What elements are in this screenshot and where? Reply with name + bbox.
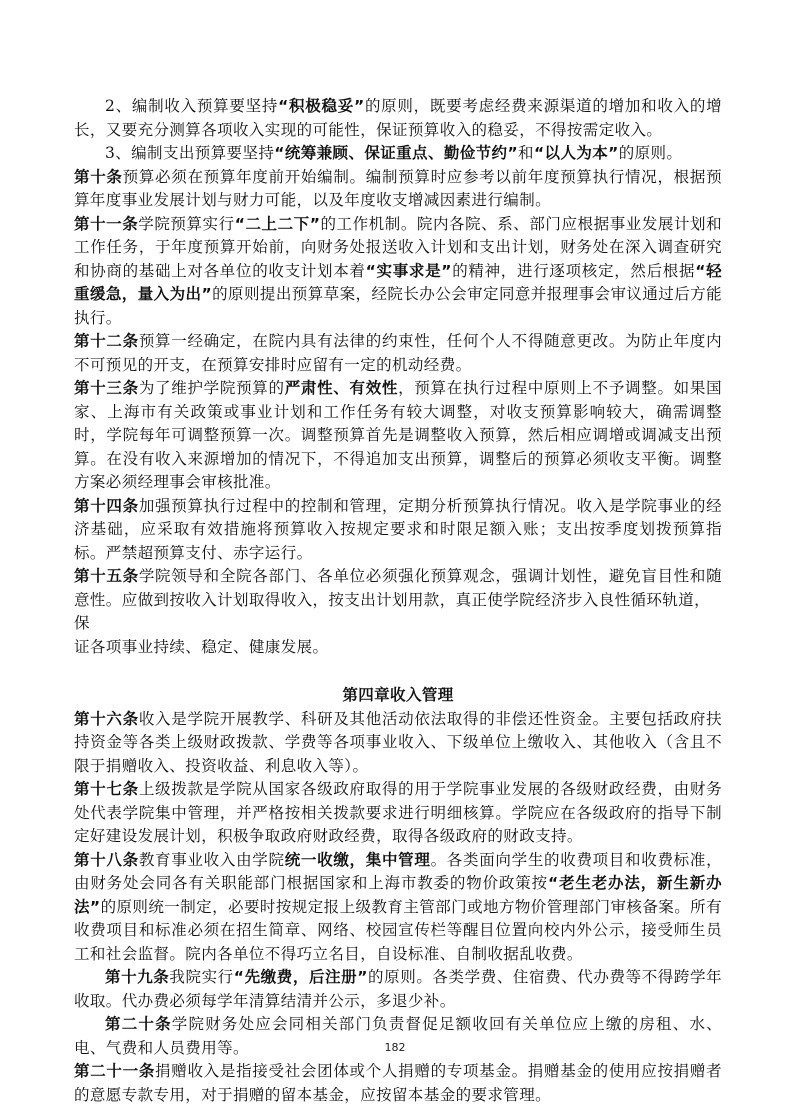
- body-text: 证各项事业持续、稳定、健康发展。: [74, 637, 329, 656]
- paragraph-article-12: [74, 330, 722, 377]
- emphasis-text: 统一收缴，集中管理: [284, 850, 431, 869]
- emphasis-text: 第十八条: [74, 850, 139, 869]
- body-text: 。各类面向学生的收费项目和收费标准，由财务处会同各有关职能部门根据国家和上海市教委的物价政策按: [74, 850, 722, 892]
- body-text: 的原则。各类学费、住宿费、代办费等不得跨学年收取。代办费必须每学年清算结清并公示，多退少补。: [74, 968, 722, 1010]
- body-text: 学院财务处应会同相关部门负责督促足额收回有关单位应上缴的房租、水、电、气费和人员费用等。: [74, 1015, 722, 1057]
- emphasis-text: 第十一条: [74, 214, 139, 233]
- body-text: 预算一经确定，在院内具有法律的约束性，任何个人不得随意更改。为防止年度内不可预见的开支，在预算安排时应留有一定的机动经费。: [74, 332, 723, 374]
- body-text: 捐赠收入是指接受社会团体或个人捐赠的专项基金。捐赠基金的使用应按捐赠者的意愿专款专用，对于捐赠的留本基金，应按留本基金的要求管理。: [74, 1062, 722, 1104]
- paragraph-item-3: [74, 142, 722, 166]
- emphasis-text: 第二十条: [105, 1015, 172, 1033]
- paragraph-article-10: [74, 166, 722, 213]
- paragraph-article-19: [74, 966, 722, 1013]
- page-number: 182: [384, 1041, 406, 1054]
- emphasis-text: 第十二条: [74, 332, 139, 350]
- budget-section: [74, 95, 722, 659]
- body-text: 教育事业收入由学院: [138, 850, 285, 869]
- emphasis-text: 第十条: [74, 167, 123, 186]
- body-text: 加强预算执行过程中的控制和管理，定期分析预算执行情况。收入是学院事业的经济基础，应采取有效措施将预算收入按规定要求和时限足额入账；支出按季度划拨预算指标。严禁超预算支付、赤字运行。: [74, 496, 723, 562]
- emphasis-text: “先缴费，后注册”: [233, 968, 368, 986]
- paragraph-article-14: [74, 495, 722, 566]
- emphasis-text: “轻重缓急，量入为出”: [74, 261, 722, 303]
- body-text: 的原则提出预算草案，经院长办公会审定同意并报理事会审议通过后方能执行。: [74, 285, 722, 327]
- body-text: 上级拨款是学院从国家各级政府取得的用于学院事业发展的各级财政经费，由财务处代表学院集中管理，并严格按相关拨款要求进行明细核算。学院应在各级政府的指导下制定好建设发展计划，积极争取政府财政经费，取得各级政府的财政支持。: [74, 780, 723, 845]
- emphasis-text: 第十四条: [74, 496, 139, 515]
- body-text: ，预算在执行过程中原则上不予调整。如果国家、上海市有关政策或事业计划和工作任务有较大调整，对收支预算影响较大，确需调整时，学院每年可调整预算一次。调整预算首先是调整收入预算，然后相应调增或调减支出预算。在没有收入来源增加的情况下，不得追加支出预算，调整后的预算必须收支平衡。调整方案必须经理事会审核批准。: [74, 379, 722, 491]
- paragraph-article-11: [74, 213, 722, 331]
- body-text: 保: [74, 614, 90, 632]
- body-text: 2、编制收入预算要坚持: [105, 97, 279, 115]
- emphasis-text: 第十九条: [105, 968, 170, 986]
- emphasis-text: 第十六条: [74, 709, 139, 728]
- body-text: 3、编制支出预算要坚持: [105, 144, 275, 162]
- emphasis-text: “二上二下”: [234, 214, 321, 233]
- body-text: 预算必须在预算年度前开始编制。编制预算时应参考以前年度预算执行情况，根据预算年度事业发展计划与财力可能，以及年度收支增减因素进行编制。: [74, 167, 722, 209]
- body-text: 的原则，既要考虑经费来源渠道的增加和收入的增长，又要充分测算各项收入实现的可能性，保证预算收入的稳妥，不得按需定收入。: [74, 97, 723, 139]
- chapter-title: 第四章收入管理: [342, 686, 454, 704]
- paragraph-article-17: [74, 778, 722, 849]
- emphasis-text: 第十三条: [74, 379, 139, 397]
- emphasis-text: “积极稳妥”: [278, 97, 365, 115]
- body-text: 和: [518, 144, 534, 162]
- emphasis-text: 第十五条: [74, 567, 139, 585]
- body-text: 我院实行: [169, 968, 234, 986]
- body-text: 学院预算实行: [138, 214, 235, 233]
- body-text: 的精神，进行逐项核定，然后根据: [451, 261, 696, 280]
- emphasis-text: “老生老办法，新生新办法”: [74, 874, 722, 916]
- emphasis-text: 严肃性、有效性: [284, 379, 399, 397]
- document-body: [74, 95, 722, 1107]
- body-text: 的工作机制。院内各院、系、部门应根据事业发展计划和工作任务，于年度预算开始前，向财务处报送收入计划和支出计划，财务处在深入调查研究和协商的基础上对各单位的收支计划本着: [74, 214, 722, 280]
- emphasis-text: “统筹兼顾、保证重点、勤俭节约”: [274, 144, 519, 162]
- paragraph-article-18: [74, 849, 722, 967]
- emphasis-text: 第十七条: [74, 780, 139, 798]
- emphasis-text: 第二十一条: [74, 1062, 156, 1080]
- emphasis-text: “实事求是”: [365, 261, 452, 280]
- body-text: 为了维护学院预算的: [138, 379, 285, 397]
- paragraph-article-13: [74, 377, 722, 495]
- paragraph-article-16: [74, 708, 722, 779]
- emphasis-text: “以人为本”: [533, 144, 619, 162]
- body-text: 的原则。: [618, 144, 683, 162]
- paragraph-article-21: [74, 1060, 722, 1107]
- body-text: 的原则统一制定，必要时按规定报上级教育主管部门或地方物价管理部门审核备案。所有收费项目和标准必须在招生简章、网络、校园宣传栏等醒目位置向校内外公示，接受师生员工和社会监督。院内各单位不得巧立名目，自设标准、自制收据乱收费。: [74, 897, 722, 963]
- paragraph-item-2: [74, 95, 722, 142]
- paragraph-article-15: [74, 565, 722, 659]
- body-text: 收入是学院开展教学、科研及其他活动依法取得的非偿还性资金。主要包括政府扶持资金等各类上级财政拨款、学费等各项事业收入、下级单位上缴收入、其他收入（含且不限于捐赠收入、投资收益、利息收入等）。: [74, 709, 723, 775]
- body-text: 学院领导和全院各部门、各单位必须强化预算观念，强调计划性，避免盲目性和随意性。应做到按收入计划取得收入，按支出计划用款，真正使学院经济步入良性循环轨道，: [74, 567, 723, 609]
